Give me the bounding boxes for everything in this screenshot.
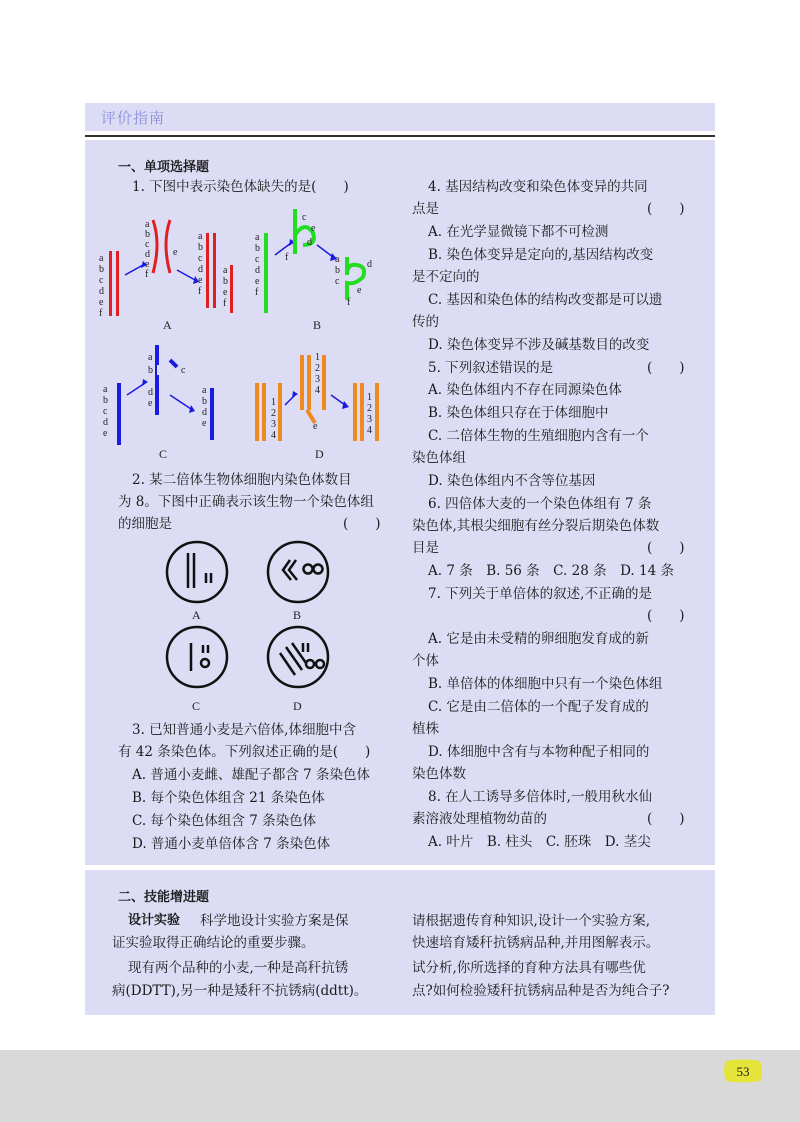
section2-right-line-3: 试分析,你所选择的育种方法具有哪些优 xyxy=(412,960,646,976)
q3-option-d: D. 普通小麦单倍体含 7 条染色体 xyxy=(132,836,331,852)
q7-option-c: C. 它是由二倍体的一个配子发育成的 xyxy=(428,699,649,715)
page-number: 53 xyxy=(736,1064,750,1079)
svg-text:b: b xyxy=(202,396,207,407)
svg-text:c: c xyxy=(335,276,340,287)
section2-left-line-1: 科学地设计实验方案是保 xyxy=(200,913,349,929)
svg-text:3: 3 xyxy=(315,374,320,385)
q2-label-b: B xyxy=(293,608,302,622)
q1-label-a: A xyxy=(163,318,172,332)
q3-option-a: A. 普通小麦雌、雄配子都含 7 条染色体 xyxy=(132,767,371,783)
q4-option-c: C. 基因和染色体的结构改变都是可以遗 xyxy=(428,292,663,308)
q5-option-c: C. 二倍体生物的生殖细胞内含有一个 xyxy=(428,428,649,444)
header-rule xyxy=(85,135,715,137)
q8-paren: ( ) xyxy=(647,811,685,827)
svg-text:c: c xyxy=(103,406,108,417)
q4-option-b: B. 染色体变异是定向的,基因结构改变 xyxy=(428,247,654,263)
q2-line-2: 为 8。下图中正确表示该生物一个染色体组 xyxy=(118,494,374,510)
q4-option-b-cont: 是不定向的 xyxy=(412,269,480,285)
svg-text:a: a xyxy=(145,219,150,230)
q4-option-c-cont: 传的 xyxy=(412,314,439,330)
svg-text:c: c xyxy=(181,365,186,376)
q1-figure xyxy=(95,205,405,460)
q2-line-1: 2. 某二倍体生物体细胞内染色体数目 xyxy=(132,472,352,488)
q7-paren: ( ) xyxy=(647,608,685,624)
q8-line-1: 8. 在人工诱导多倍体时,一般用秋水仙 xyxy=(428,789,652,805)
svg-text:f: f xyxy=(223,298,227,309)
q6-line-2: 染色体,其根尖细胞有丝分裂后期染色体数 xyxy=(412,518,660,534)
section2-right-line-1: 请根据遗传育种知识,设计一个实验方案, xyxy=(412,913,651,929)
q3-line-1: 3. 已知普通小麦是六倍体,体细胞中含 xyxy=(132,722,356,738)
svg-text:e: e xyxy=(103,428,108,439)
section2-title: 二、技能增进题 xyxy=(118,890,210,905)
svg-text:4: 4 xyxy=(367,425,372,436)
svg-text:d: d xyxy=(103,417,108,428)
svg-text:e: e xyxy=(148,398,153,409)
section2-left-line-2: 证实验取得正确结论的重要步骤。 xyxy=(112,935,315,951)
svg-text:d: d xyxy=(255,265,260,276)
svg-text:e: e xyxy=(145,259,150,270)
svg-text:c: c xyxy=(255,254,260,265)
q7-option-a: A. 它是由未受精的卵细胞发育成的新 xyxy=(428,631,649,647)
q6-paren: ( ) xyxy=(647,540,685,556)
svg-text:1: 1 xyxy=(367,392,372,403)
svg-text:d: d xyxy=(307,237,312,248)
svg-text:d: d xyxy=(148,387,153,398)
svg-text:1: 1 xyxy=(315,352,320,363)
svg-text:a: a xyxy=(148,352,153,363)
section2-left-line-4: 病(DDTT),另一种是矮秆不抗锈病(ddtt)。 xyxy=(112,983,368,999)
q7-option-d: D. 体细胞中含有与本物种配子相同的 xyxy=(428,744,650,760)
q1-option-b-diagram xyxy=(255,209,372,332)
q3-option-c: C. 每个染色体组含 7 条染色体 xyxy=(132,813,317,829)
svg-text:3: 3 xyxy=(367,414,372,425)
svg-text:b: b xyxy=(99,264,104,275)
svg-text:f: f xyxy=(285,252,289,263)
q1-label-d: D xyxy=(315,447,324,460)
svg-text:b: b xyxy=(255,243,260,254)
svg-text:b: b xyxy=(145,229,150,240)
q2-label-d: D xyxy=(293,699,302,713)
page-number-badge xyxy=(722,1058,764,1084)
svg-text:e: e xyxy=(173,247,178,258)
section2-left-line-3: 现有两个品种的小麦,一种是高秆抗锈 xyxy=(128,960,349,976)
svg-text:e: e xyxy=(311,223,316,234)
svg-text:4: 4 xyxy=(271,430,276,441)
svg-text:e: e xyxy=(255,276,260,287)
svg-text:d: d xyxy=(202,407,207,418)
q4-line-1: 4. 基因结构改变和染色体变异的共同 xyxy=(428,179,648,195)
svg-text:b: b xyxy=(335,265,340,276)
q6-line-1: 6. 四倍体大麦的一个染色体组有 7 条 xyxy=(428,496,652,512)
q8-options: A. 叶片 B. 柱头 C. 胚珠 D. 茎尖 xyxy=(428,834,651,850)
q5-option-d: D. 染色体组内不含等位基因 xyxy=(428,473,596,489)
svg-text:e: e xyxy=(198,275,203,286)
q1-stem: 1. 下图中表示染色体缺失的是( ) xyxy=(132,179,349,195)
svg-text:a: a xyxy=(223,265,228,276)
svg-text:f: f xyxy=(255,287,259,298)
svg-text:d: d xyxy=(145,249,150,260)
svg-text:e: e xyxy=(223,287,228,298)
header-title: 评价指南 xyxy=(101,109,166,127)
q5-option-c-cont: 染色体组 xyxy=(412,450,466,466)
svg-text:2: 2 xyxy=(367,403,372,414)
q7-stem: 7. 下列关于单倍体的叙述,不正确的是 xyxy=(428,586,652,602)
svg-text:f: f xyxy=(145,269,149,280)
q2-label-a: A xyxy=(192,608,201,622)
svg-text:1: 1 xyxy=(271,397,276,408)
svg-text:c: c xyxy=(302,212,307,223)
section2-right-line-4: 点?如何检验矮秆抗锈病品种是否为纯合子? xyxy=(412,983,670,999)
svg-text:f: f xyxy=(99,308,103,319)
q5-option-b: B. 染色体组只存在于体细胞中 xyxy=(428,405,609,421)
svg-text:d: d xyxy=(367,259,372,270)
svg-text:e: e xyxy=(202,418,207,429)
q5-stem: 5. 下列叙述错误的是 xyxy=(428,360,554,376)
svg-text:e: e xyxy=(313,421,318,432)
q6-options: A. 7 条 B. 56 条 C. 28 条 D. 14 条 xyxy=(428,563,674,579)
svg-text:b: b xyxy=(148,365,153,376)
svg-text:f: f xyxy=(347,297,351,308)
q3-line-2: 有 42 条染色体。下列叙述正确的是( ) xyxy=(118,744,371,760)
q2-figure xyxy=(150,535,370,725)
q7-option-c-cont: 植株 xyxy=(412,721,439,737)
section2-label: 设计实验 xyxy=(128,913,181,928)
q4-option-a: A. 在光学显微镜下都不可检测 xyxy=(428,224,609,240)
section2-right-line-2: 快速培育矮秆抗锈病品种,并用图解表示。 xyxy=(412,935,660,951)
q6-line-3: 目是 xyxy=(412,540,439,556)
svg-text:c: c xyxy=(145,239,150,250)
q8-line-2: 素溶液处理植物幼苗的 xyxy=(412,811,547,827)
svg-text:a: a xyxy=(198,231,203,242)
svg-text:a: a xyxy=(202,385,207,396)
svg-text:b: b xyxy=(223,276,228,287)
q4-option-d: D. 染色体变异不涉及碱基数目的改变 xyxy=(428,337,650,353)
svg-text:c: c xyxy=(198,253,203,264)
svg-text:2: 2 xyxy=(271,408,276,419)
svg-text:d: d xyxy=(198,264,203,275)
q5-option-a: A. 染色体组内不存在同源染色体 xyxy=(428,382,622,398)
svg-text:e: e xyxy=(99,297,104,308)
q1-option-d-diagram xyxy=(255,352,379,460)
q7-option-a-cont: 个体 xyxy=(412,653,439,669)
q1-label-b: B xyxy=(313,318,322,332)
svg-text:d: d xyxy=(99,286,104,297)
svg-text:b: b xyxy=(198,242,203,253)
svg-text:e: e xyxy=(357,285,362,296)
svg-text:c: c xyxy=(99,275,104,286)
section1-title: 一、单项选择题 xyxy=(118,160,210,175)
svg-text:2: 2 xyxy=(315,363,320,374)
q2-label-c: C xyxy=(192,699,201,713)
q7-option-b: B. 单倍体的体细胞中只有一个染色体组 xyxy=(428,676,663,692)
footer-band xyxy=(0,1050,800,1122)
q7-option-d-cont: 染色体数 xyxy=(412,766,466,782)
q4-line-2: 点是 xyxy=(412,201,439,217)
svg-text:a: a xyxy=(103,384,108,395)
q4-paren: ( ) xyxy=(647,201,685,217)
q5-paren: ( ) xyxy=(647,360,685,376)
svg-text:a: a xyxy=(335,254,340,265)
svg-text:a: a xyxy=(255,232,260,243)
q2-line-3: 的细胞是 xyxy=(118,516,172,532)
svg-text:b: b xyxy=(103,395,108,406)
q1-option-c-diagram xyxy=(103,345,214,460)
q1-option-a-diagram xyxy=(99,219,233,332)
svg-text:a: a xyxy=(99,253,104,264)
svg-text:4: 4 xyxy=(315,385,320,396)
svg-text:f: f xyxy=(198,286,202,297)
svg-text:3: 3 xyxy=(271,419,276,430)
q2-paren: ( ) xyxy=(343,516,381,532)
q1-label-c: C xyxy=(159,447,168,460)
header-bar xyxy=(85,103,715,131)
q3-option-b: B. 每个染色体组含 21 条染色体 xyxy=(132,790,325,806)
